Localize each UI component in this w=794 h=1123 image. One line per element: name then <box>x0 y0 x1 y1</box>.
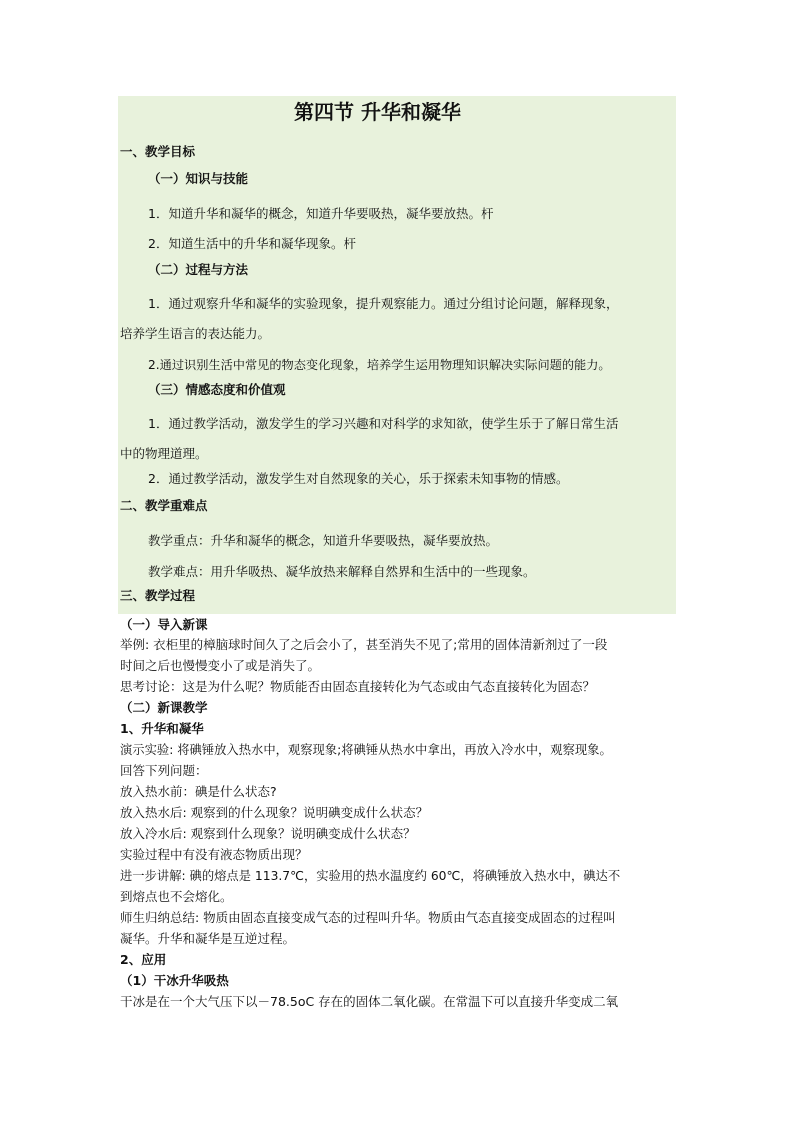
key-difficulty: 教学难点：用升华吸热、凝华放热来解释自然界和生活中的一些现象。 <box>148 564 536 579</box>
section-heading-objectives: 一、教学目标 <box>120 144 196 159</box>
intro-example-line1: 举例: 衣柜里的樟脑球时间久了之后会小了，甚至消失不见了;常用的固体清新剂过了一段 <box>120 637 608 652</box>
page-title: 第四节 升华和凝华 <box>294 100 461 124</box>
subheading-process: （二）过程与方法 <box>148 262 249 277</box>
dry-ice-text: 干冰是在一个大气压下以－78.5oC 存在的固体二氧化碳。在常温下可以直接升华变成二氧 <box>120 994 619 1009</box>
question-3: 放入冷水后: 观察到什么现象？说明碘变成什么状态？ <box>120 826 416 841</box>
section-heading-keypoints: 二、教学重难点 <box>120 498 208 513</box>
knowledge-item-1: 1．知道升华和凝华的概念，知道升华要吸热，凝华要放热。杆 <box>148 206 494 221</box>
intro-example-line2: 时间之后也慢慢变小了或是消失了。 <box>120 658 321 673</box>
answer-prompt: 回答下列问题： <box>120 763 208 778</box>
question-4: 实验过程中有没有液态物质出现？ <box>120 847 308 862</box>
subheading-intro: （一）导入新课 <box>120 617 208 632</box>
explain-line2: 到熔点也不会熔化。 <box>120 889 233 904</box>
knowledge-item-2: 2．知道生活中的升华和凝华现象。杆 <box>148 236 356 251</box>
subheading-emotion: （三）情感态度和价值观 <box>148 382 286 397</box>
process-item-2: 2.通过识别生活中常见的物态变化现象，培养学生运用物理知识解决实际问题的能力。 <box>148 358 611 372</box>
demo-text: 演示实验: 将碘锤放入热水中，观察现象;将碘锤从热水中拿出，再放入冷水中，观察现象。 <box>120 743 612 757</box>
process-item-1-line2: 培养学生语言的表达能力。 <box>120 326 271 341</box>
subheading-dry-ice: （1）干冰升华吸热 <box>120 973 229 988</box>
intro-discuss: 思考讨论：这是为什么呢？物质能否由固态直接转化为气态或由气态直接转化为固态？ <box>120 679 596 694</box>
key-focus: 教学重点：升华和凝华的概念，知道升华要吸热，凝华要放热。 <box>148 533 499 548</box>
emotion-item-2: 2．通过教学活动，激发学生对自然现象的关心，乐于探索未知事物的情感。 <box>148 471 569 486</box>
process-item-1-line1: 1．通过观察升华和凝华的实验现象，提升观察能力。通过分组讨论问题，解释现象， <box>148 296 619 311</box>
subheading-knowledge: （一）知识与技能 <box>148 171 249 186</box>
section-heading-process: 三、教学过程 <box>120 588 196 603</box>
subheading-new-lesson: （二）新课教学 <box>120 700 208 715</box>
summary-line2: 凝华。升华和凝华是互逆过程。 <box>120 931 296 946</box>
question-2: 放入热水后: 观察到的什么现象？说明碘变成什么状态？ <box>120 805 429 820</box>
summary-line1: 师生归纳总结: 物质由固态直接变成气态的过程叫升华。物质由气态直接变成固态的过程叫 <box>120 910 616 925</box>
subheading-sublimation: 1、升华和凝华 <box>120 721 204 736</box>
emotion-item-1-line1: 1．通过教学活动，激发学生的学习兴趣和对科学的求知欲，使学生乐于了解日常生活 <box>148 416 619 431</box>
emotion-item-1-line2: 中的物理道理。 <box>120 446 208 461</box>
subheading-application: 2、应用 <box>120 952 167 967</box>
explain-line1: 进一步讲解: 碘的熔点是 113.7℃，实验用的热水温度约 60℃，将碘锤放入热水中，碘达不 <box>120 869 621 883</box>
question-1: 放入热水前：碘是什么状态? <box>120 784 277 799</box>
